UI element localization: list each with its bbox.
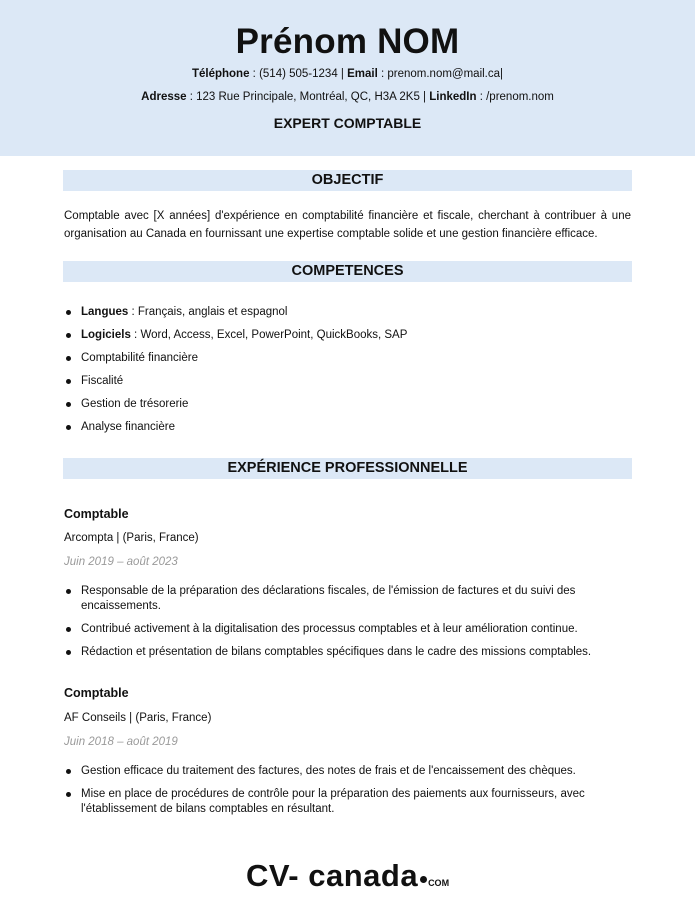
responsibility-text: Contribué activement à la digitalisation des processus comptables et à leur amélioration continue. [81, 623, 578, 635]
bullet-icon [66, 792, 71, 797]
list-item [64, 328, 624, 343]
section-heading-objective: OBJECTIF [63, 170, 632, 191]
bullet-icon [66, 769, 71, 774]
bullet-icon [66, 650, 71, 655]
responsibility-text: Rédaction et présentation de bilans comptables spécifiques dans le cadre des missions comptables. [81, 646, 592, 658]
contact-line-phone-email [0, 66, 695, 82]
bullet-icon [66, 402, 71, 407]
languages-value: : Français, anglais et espagnol [128, 306, 288, 318]
job-responsibilities-list [64, 764, 624, 825]
skills-list [64, 305, 624, 443]
list-item [64, 584, 624, 614]
cv-canada-logo [0, 858, 695, 894]
responsibility-text: Gestion efficace du traitement des factures, des notes de frais et de l'encaissement des chèques. [81, 765, 576, 777]
list-item [64, 764, 624, 779]
list-item [64, 787, 624, 817]
job-title: EXPERT COMPTABLE [273, 115, 422, 131]
list-item [64, 397, 624, 412]
job-dates: Juin 2018 – août 2019 [64, 736, 178, 748]
job-role: Comptable [64, 686, 129, 700]
languages-label: Langues [81, 306, 129, 318]
list-item [64, 374, 624, 389]
address-label: Adresse [141, 91, 187, 103]
job-company: AF Conseils | (Paris, France) [64, 712, 212, 724]
skill-text: Comptabilité financière [81, 352, 198, 364]
logo-text: CV- canada [245, 858, 419, 893]
candidate-name: Prénom NOM [235, 22, 460, 61]
logo-suffix: COM [428, 878, 450, 888]
section-heading-experience: EXPÉRIENCE PROFESSIONNELLE [63, 458, 632, 479]
job-dates: Juin 2019 – août 2023 [64, 556, 178, 568]
contact-line-address-linkedin [0, 89, 695, 105]
list-item [64, 305, 624, 320]
skill-text: Fiscalité [81, 375, 124, 387]
email-value: : prenom.nom@mail.ca| [377, 68, 504, 80]
bullet-icon [66, 333, 71, 338]
bullet-icon [66, 425, 71, 430]
responsibility-text: Responsable de la préparation des déclarations fiscales, de l'émission de factures et du suivi des encaissements. [81, 585, 576, 612]
phone-label: Téléphone [191, 68, 250, 80]
bullet-icon [66, 379, 71, 384]
logo-dot-icon [420, 876, 427, 883]
bullet-icon [66, 310, 71, 315]
software-label: Logiciels [81, 329, 131, 341]
job-company: Arcompta | (Paris, France) [64, 532, 199, 544]
bullet-icon [66, 627, 71, 632]
skill-text: Gestion de trésorerie [81, 398, 189, 410]
job-responsibilities-list [64, 584, 624, 668]
list-item [64, 351, 624, 366]
phone-value: : (514) 505-1234 | [249, 68, 348, 80]
list-item [64, 622, 624, 637]
job-role: Comptable [64, 507, 129, 521]
address-value: : 123 Rue Principale, Montréal, QC, H3A 2K5 | [186, 91, 430, 103]
section-heading-skills: COMPETENCES [63, 261, 632, 282]
list-item [64, 645, 624, 660]
linkedin-value: : /prenom.nom [476, 91, 554, 103]
linkedin-label: LinkedIn [429, 91, 477, 103]
bullet-icon [66, 356, 71, 361]
bullet-icon [66, 589, 71, 594]
software-value: : Word, Access, Excel, PowerPoint, QuickBooks, SAP [130, 329, 408, 341]
objective-text: Comptable avec [X années] d'expérience en comptabilité financière et fiscale, cherchant à contribuer à une organisation au Canada en fournissant une expertise comptable solide et une gestion financière efficace. [64, 210, 631, 240]
responsibility-text: Mise en place de procédures de contrôle pour la préparation des paiements aux fournisseurs, avec l'établissement de bilans comptables en résultant. [81, 788, 585, 815]
skill-text: Analyse financière [81, 421, 175, 433]
email-label: Email [347, 68, 378, 80]
list-item [64, 420, 624, 435]
